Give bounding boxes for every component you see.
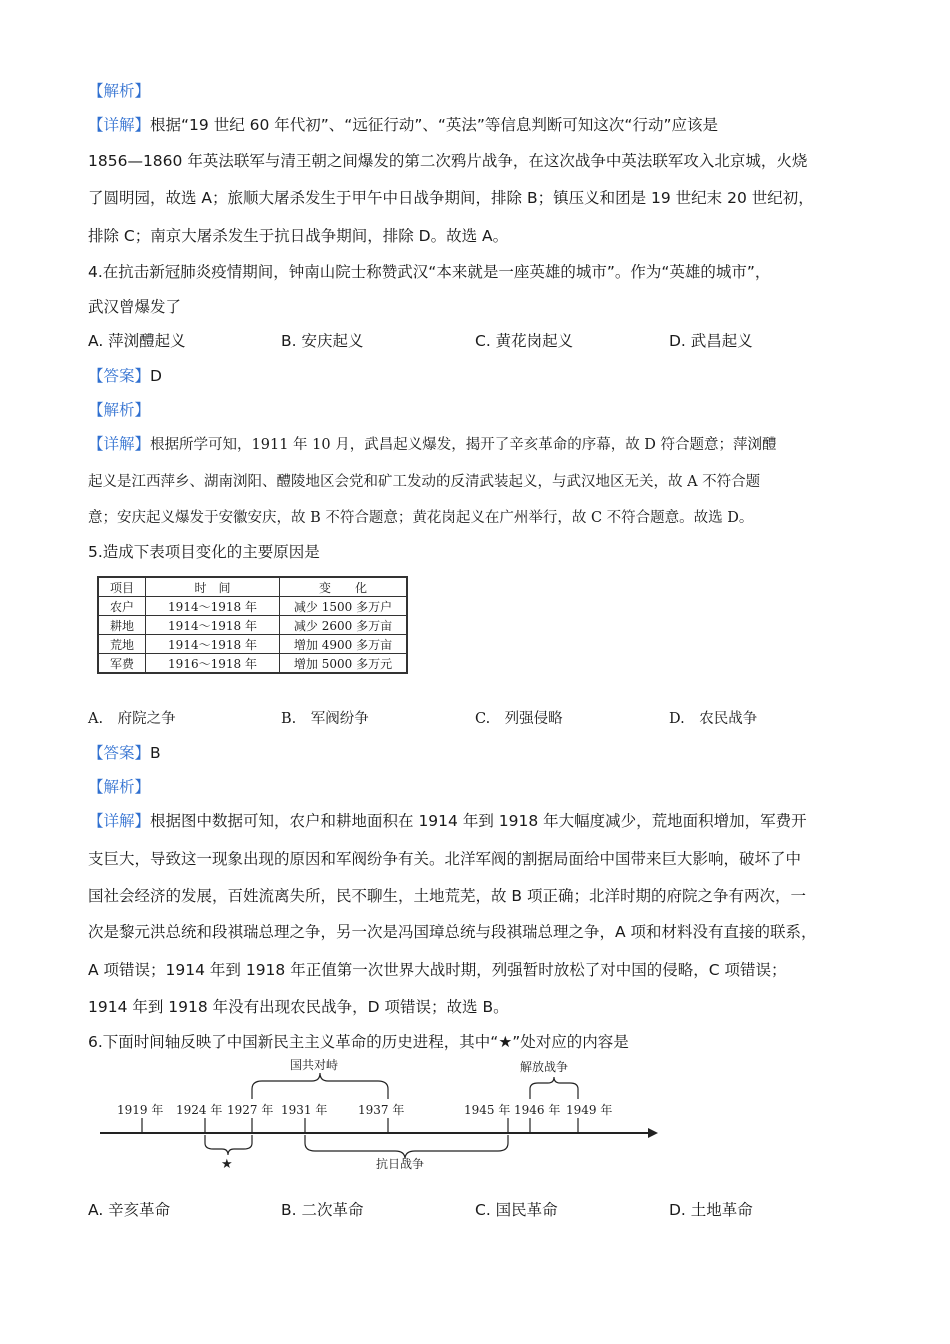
- q3-analysis-tag: 【解析】: [88, 82, 151, 100]
- q5-detail-line-6: 1914 年到 1918 年没有出现农民战争，D 项错误；故选 B。: [88, 998, 509, 1016]
- q5-stem: 5.造成下表项目变化的主要原因是: [88, 543, 320, 561]
- q6-stem: 6.下面时间轴反映了中国新民主主义革命的历史进程，其中“★”处对应的内容是: [88, 1033, 629, 1051]
- q5-detail-line-5: A 项错误；1914 年到 1918 年正值第一次世界大战时期，列强暂时放松了对中国的侵略，C 项错误；: [88, 961, 787, 979]
- q5-detail-line-2: 支巨大，导致这一现象出现的原因和军阀纷争有关。北洋军阀的割据局面给中国带来巨大影响，破坏了中: [88, 850, 802, 868]
- timeline-brace-top: [252, 1073, 388, 1099]
- table-header-cell: 时 间: [146, 577, 280, 597]
- timeline-year-label: 1946 年: [514, 1103, 561, 1117]
- q5-option-d[interactable]: D. 农民战争: [669, 711, 758, 727]
- q3-detail-line-4: 排除 C；南京大屠杀发生于抗日战争期间，排除 D。故选 A。: [88, 227, 509, 245]
- table-row: [98, 616, 407, 635]
- q4-option-a[interactable]: A. 萍浏醴起义: [88, 332, 186, 350]
- table-cell: 1914～1918 年: [146, 616, 280, 635]
- q5-detail-line-3: 国社会经济的发展，百姓流离失所，民不聊生，土地荒芜，故 B 项正确；北洋时期的府院之争有两次，一: [88, 887, 806, 905]
- q4-option-b[interactable]: B. 安庆起义: [281, 332, 364, 350]
- q4-answer-line: [88, 366, 162, 386]
- table-cell: 农户: [98, 597, 146, 616]
- timeline-brace-top: [530, 1077, 578, 1099]
- timeline-year-label: 1945 年: [464, 1103, 511, 1117]
- q6-option-b[interactable]: B. 二次革命: [281, 1201, 364, 1219]
- table-cell: 减少 2600 多万亩: [280, 616, 408, 635]
- table-cell: 荒地: [98, 635, 146, 654]
- table-cell: 军费: [98, 654, 146, 674]
- timeline-span-label: 抗日战争: [376, 1157, 425, 1170]
- q4-analysis-tag: 【解析】: [88, 401, 151, 419]
- q6-timeline: [0, 1055, 680, 1170]
- q5-answer: B: [150, 744, 161, 762]
- q3-detail-text-1: 根据“19 世纪 60 年代初”、“远征行动”、“英法”等信息判断可知这次“行动”应该是: [150, 116, 718, 134]
- q5-analysis-tag: 【解析】: [88, 778, 151, 796]
- q5-detail-text-1: 根据图中数据可知，农户和耕地面积在 1914 年到 1918 年大幅度减少，荒地面积增加，军费开: [150, 812, 807, 830]
- table-cell: 1914～1918 年: [146, 635, 280, 654]
- timeline-span-label: 国共对峙: [290, 1058, 339, 1072]
- q4-detail-line-3: 意；安庆起义爆发于安徽安庆，故 B 不符合题意；黄花岗起义在广州举行，故 C 不符合题意。故选 D。: [88, 510, 754, 526]
- table-row: [98, 654, 407, 674]
- table-cell: 减少 1500 多万户: [280, 597, 408, 616]
- q4-stem-line-2: 武汉曾爆发了: [88, 298, 182, 316]
- table-cell: 增加 4900 多万亩: [280, 635, 408, 654]
- timeline-year-label: 1931 年: [281, 1103, 328, 1117]
- q4-answer-tag: 【答案】: [88, 367, 151, 385]
- q3-detail-tag: 【详解】: [88, 116, 151, 134]
- q6-option-d[interactable]: D. 土地革命: [669, 1201, 753, 1219]
- timeline-year-label: 1924 年: [176, 1103, 223, 1117]
- q5-answer-line: [88, 743, 161, 763]
- q4-stem-line-1: 4.在抗击新冠肺炎疫情期间，钟南山院士称赞武汉“本来就是一座英雄的城市”。作为“英雄的城市”，: [88, 263, 771, 281]
- q5-option-b[interactable]: B. 军阀纷争: [281, 711, 369, 727]
- q3-detail-line-2: 1856—1860 年英法联军与清王朝之间爆发的第二次鸦片战争，在这次战争中英法联军攻入北京城，火烧: [88, 152, 808, 170]
- q4-answer: D: [150, 367, 162, 385]
- table-header-cell: 变 化: [280, 577, 408, 597]
- table-cell: 增加 5000 多万元: [280, 654, 408, 674]
- timeline-brace-bottom: [305, 1135, 508, 1159]
- q6-option-a[interactable]: A. 辛亥革命: [88, 1201, 171, 1219]
- star-icon: ★: [221, 1157, 233, 1170]
- table-header-row: [98, 577, 407, 597]
- q5-detail-line-1: [88, 811, 807, 831]
- timeline-span-label: 解放战争: [520, 1060, 569, 1074]
- table-cell: 1914～1918 年: [146, 597, 280, 616]
- timeline-brace-bottom: [205, 1135, 252, 1155]
- q3-detail-line-3: 了圆明园，故选 A；旅顺大屠杀发生于甲午中日战争期间，排除 B；镇压义和团是 19 世纪末 20 世纪初，: [88, 189, 814, 207]
- table-header-cell: 项目: [98, 577, 146, 597]
- q5-answer-tag: 【答案】: [88, 744, 151, 762]
- q5-option-c[interactable]: C. 列强侵略: [475, 711, 563, 727]
- q5-detail-line-4: 次是黎元洪总统和段祺瑞总理之争，另一次是冯国璋总统与段祺瑞总理之争，A 项和材料没有直接的联系，: [88, 923, 817, 941]
- table-row: [98, 635, 407, 654]
- timeline-arrow-icon: [648, 1128, 658, 1138]
- timeline-year-label: 1949 年: [566, 1103, 613, 1117]
- q5-data-table: [97, 576, 408, 674]
- q5-option-a[interactable]: A. 府院之争: [88, 711, 176, 727]
- q4-detail-line-2: 起义是江西萍乡、湖南浏阳、醴陵地区会党和矿工发动的反清武装起义，与武汉地区无关，故 A 不符合题: [88, 474, 761, 490]
- timeline-year-label: 1937 年: [358, 1103, 405, 1117]
- q4-option-d[interactable]: D. 武昌起义: [669, 332, 753, 350]
- q4-detail-text-1: 根据所学可知，1911 年 10 月，武昌起义爆发，揭开了辛亥革命的序幕，故 D 符合题意；萍浏醴: [150, 437, 777, 453]
- q4-detail-tag: 【详解】: [88, 435, 151, 453]
- table-cell: 1916～1918 年: [146, 654, 280, 674]
- q5-detail-tag: 【详解】: [88, 812, 151, 830]
- q4-option-c[interactable]: C. 黄花岗起义: [475, 332, 574, 350]
- q4-detail-line-1: [88, 434, 777, 455]
- q3-detail-line-1: [88, 115, 718, 135]
- table-cell: 耕地: [98, 616, 146, 635]
- q6-option-c[interactable]: C. 国民革命: [475, 1201, 558, 1219]
- timeline-year-label: 1919 年: [117, 1103, 164, 1117]
- timeline-year-label: 1927 年: [227, 1103, 274, 1117]
- table-row: [98, 597, 407, 616]
